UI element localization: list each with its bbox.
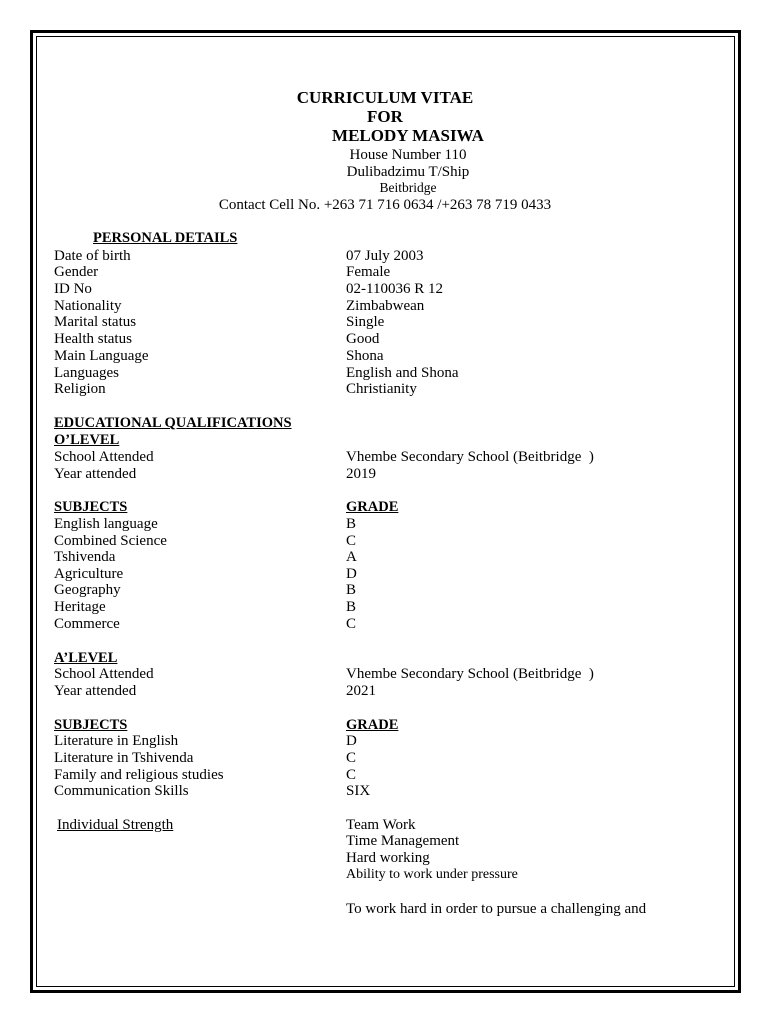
strength-item: Ability to work under pressure bbox=[346, 867, 518, 882]
address-line: Dulibadzimu T/Ship bbox=[346, 164, 470, 180]
subject-grade: C bbox=[346, 750, 357, 766]
school-label: School Attended bbox=[54, 666, 154, 682]
objective-text: To work hard in order to pursue a challenging and bbox=[346, 901, 647, 917]
subject-name: Agriculture bbox=[54, 566, 124, 582]
year-label: Year attended bbox=[54, 466, 137, 482]
detail-label: Marital status bbox=[54, 314, 137, 330]
detail-value: Christianity bbox=[346, 381, 417, 397]
subject-name: Literature in English bbox=[54, 733, 179, 749]
subject-name: Literature in Tshivenda bbox=[54, 750, 194, 766]
detail-value: English and Shona bbox=[346, 365, 459, 381]
detail-label: Health status bbox=[54, 331, 132, 347]
subject-grade: B bbox=[346, 582, 357, 598]
education-heading: EDUCATIONAL QUALIFICATIONS bbox=[54, 415, 292, 431]
subject-name: Geography bbox=[54, 582, 121, 598]
subject-grade: SIX bbox=[346, 783, 371, 799]
subjects-heading: SUBJECTS bbox=[54, 717, 128, 733]
subject-grade: A bbox=[346, 549, 357, 565]
contact-line: Contact Cell No. +263 71 716 0634 /+263 78 719 0433 bbox=[218, 197, 552, 213]
year-label: Year attended bbox=[54, 683, 137, 699]
grade-heading: GRADE bbox=[346, 717, 399, 733]
subject-grade: B bbox=[346, 599, 357, 615]
subject-name: Tshivenda bbox=[54, 549, 116, 565]
subjects-heading: SUBJECTS bbox=[54, 499, 128, 515]
school-value: Vhembe Secondary School (Beitbridge ) bbox=[346, 666, 594, 682]
detail-label: Languages bbox=[54, 365, 119, 381]
subject-name: Family and religious studies bbox=[54, 767, 224, 783]
subject-name: Communication Skills bbox=[54, 783, 189, 799]
cv-name: MELODY MASIWA bbox=[332, 126, 484, 145]
subject-grade: C bbox=[346, 767, 357, 783]
detail-label: Date of birth bbox=[54, 248, 131, 264]
subject-grade: D bbox=[346, 733, 357, 749]
year-value: 2019 bbox=[346, 466, 376, 482]
o-level-heading: O’LEVEL bbox=[54, 432, 120, 448]
subject-name: Heritage bbox=[54, 599, 106, 615]
address-line: Beitbridge bbox=[379, 180, 437, 195]
detail-value: Good bbox=[346, 331, 380, 347]
school-value: Vhembe Secondary School (Beitbridge ) bbox=[346, 449, 594, 465]
cv-title: CURRICULUM VITAE bbox=[296, 88, 474, 107]
detail-value: Single bbox=[346, 314, 385, 330]
subject-grade: B bbox=[346, 516, 357, 532]
strength-heading: Individual Strength bbox=[57, 817, 174, 833]
subject-grade: D bbox=[346, 566, 357, 582]
year-value: 2021 bbox=[346, 683, 376, 699]
detail-value: Shona bbox=[346, 348, 384, 364]
strength-item: Hard working bbox=[346, 850, 430, 866]
subject-grade: C bbox=[346, 533, 357, 549]
a-level-heading: A’LEVEL bbox=[54, 650, 118, 666]
subject-grade: C bbox=[346, 616, 357, 632]
strength-item: Time Management bbox=[346, 833, 460, 849]
detail-label: Gender bbox=[54, 264, 99, 280]
address-line: House Number 110 bbox=[349, 147, 467, 163]
detail-value: 02-110036 R 12 bbox=[346, 281, 443, 297]
detail-value: 07 July 2003 bbox=[346, 248, 424, 264]
subject-name: Commerce bbox=[54, 616, 120, 632]
detail-label: Nationality bbox=[54, 298, 122, 314]
detail-value: Female bbox=[346, 264, 391, 280]
detail-value: Zimbabwean bbox=[346, 298, 425, 314]
subject-name: English language bbox=[54, 516, 158, 532]
school-label: School Attended bbox=[54, 449, 154, 465]
subject-name: Combined Science bbox=[54, 533, 167, 549]
personal-details-heading: PERSONAL DETAILS bbox=[93, 230, 238, 246]
cv-for: FOR bbox=[367, 107, 403, 126]
detail-label: ID No bbox=[54, 281, 92, 297]
detail-label: Main Language bbox=[54, 348, 149, 364]
strength-item: Team Work bbox=[346, 817, 416, 833]
grade-heading: GRADE bbox=[346, 499, 399, 515]
detail-label: Religion bbox=[54, 381, 106, 397]
